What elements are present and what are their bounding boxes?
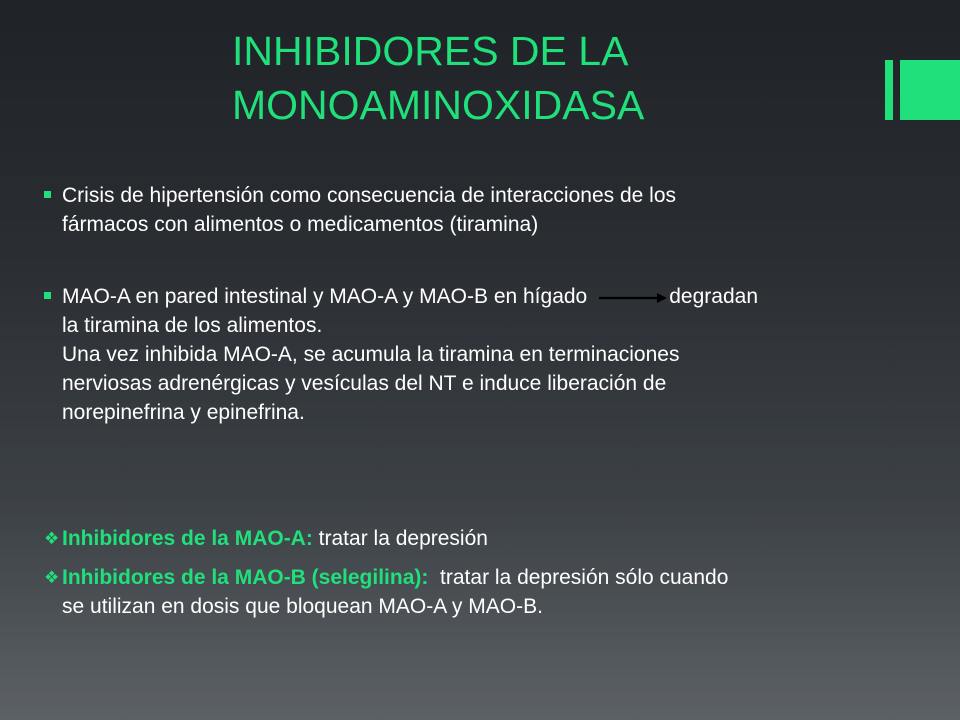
bullet-text-line: la tiramina de los alimentos. [62,314,323,337]
bullet-hypertension [44,181,934,239]
decoration-block [900,60,960,120]
bullet-text-line [62,524,934,553]
bullet-text-line: norepinefrina y epinefrina. [62,401,305,424]
square-bullet-icon [44,292,51,299]
bullet-text-segment: MAO-A en pared intestinal y MAO-A y MAO-B en hígado [62,285,588,308]
bullet-text-line: se utilizan en dosis que bloquean MAO-A y MAO-B. [62,595,543,618]
diamond-bullet-icon: ❖ [44,529,60,548]
slide-title [232,24,852,132]
bullet-mao-b-inhibitors [44,563,934,621]
title-line-2: MONOAMINOXIDASA [232,82,645,128]
bullet-text-segment: tratar la depresión sólo cuando [428,566,729,589]
bullet-text-segment: tratar la depresión [312,527,488,550]
highlight-label: Inhibidores de la MAO-B (selegilina): [62,566,429,589]
title-decoration [885,60,960,120]
square-bullet-icon [44,191,51,198]
bullet-text-segment: degradan [669,285,758,308]
title-line-1: INHIBIDORES DE LA [232,28,629,74]
bullet-mao-location [44,282,934,427]
bullet-mao-a-inhibitors [44,524,934,553]
right-arrow-icon [587,282,669,311]
diamond-bullet-icon: ❖ [44,568,60,587]
bullet-text-line: Una vez inhibida MAO-A, se acumula la tiramina en terminaciones [62,343,680,366]
bullet-text-line [62,563,934,592]
slide-body [44,181,934,621]
bullet-text-line: fármacos con alimentos o medicamentos (tiramina) [62,213,539,236]
highlight-label: Inhibidores de la MAO-A: [62,527,313,550]
bullet-text-line [62,282,934,311]
bullet-text-line: Crisis de hipertensión como consecuencia de interacciones de los [62,184,677,207]
bullet-text-line: nerviosas adrenérgicas y vesículas del NT e induce liberación de [62,372,667,395]
decoration-bar [885,60,893,120]
